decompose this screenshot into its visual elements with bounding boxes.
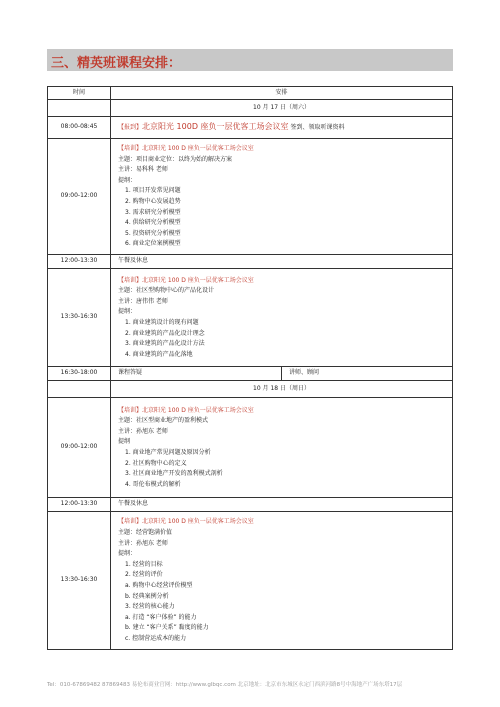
plan-cell [111,398,453,498]
time-cell: 12:00-13:30 [48,255,111,269]
table-row [48,139,453,255]
outline-item: 1. 经营的目标 [125,560,163,568]
table-row [48,255,453,269]
outline-item: 1. 商业建筑设计的现有问题 [125,319,199,326]
outline-item: 3. 社区商业地产开发的盈利模式剖析 [125,470,223,478]
table-header-row [48,87,453,100]
table-row [48,367,453,381]
date-row-day2 [48,381,453,398]
outline-item: 2. 购物中心发展趋势 [125,198,181,205]
session-topic: 主题：社区型购物中心的产品化设计 [118,287,215,295]
table-row [48,398,453,498]
outline-item: 2. 商业建筑的产品化设计理念 [125,329,205,337]
session-speaker: 主讲：孙旭东 老师 [118,539,168,547]
session-topic: 主题：项目商业定位：以终为始的解决方案 [118,155,233,163]
outline-item: 2. 社区购物中心的定义 [125,459,187,467]
time-cell: 16:30-18:00 [48,367,111,381]
outline-item: b. 经典案例分析 [125,592,169,600]
schedule-table [47,86,453,650]
outline-item: 4. 哥伦布模式的解析 [125,480,181,488]
venue-label: 北京阳光 100D 座负一层优客工场会议室 [142,121,289,131]
plan-cell [111,269,453,367]
session-venue: 【培训】北京阳光 100 D 座负一层优客工场会议室 [118,406,254,414]
session-topic: 主题：社区型商业地产的盈利模式 [118,417,209,425]
outline-item: 4. 供给研究分析模型 [125,219,181,227]
time-cell: 13:30-16:30 [48,512,111,650]
session-topic: 主题：经营饱满价值 [118,529,173,537]
session-outline-label: 提纲 [118,438,131,446]
outline-item: 2. 经营的评价 [125,571,163,579]
session-outline-label: 提纲： [118,308,137,316]
time-cell: 09:00-12:00 [48,398,111,498]
time-cell: 09:00-12:00 [48,139,111,255]
session-outline-label: 提纲： [118,550,137,558]
plan-cell [111,139,453,255]
outline-item: a. 打造 “客户体验” 的能力 [125,613,197,621]
session-venue: 【培训】北京阳光 100 D 座负一层优客工场会议室 [118,276,254,284]
date-day1: 10 月 17 日（周六） [111,100,453,117]
table-row [48,498,453,512]
plan-cell-secondary: 讲师、顾问 [282,367,453,381]
table-row [48,117,453,139]
outline-item: a. 购物中心经营评价模型 [125,582,193,589]
date-row-day1 [48,100,453,117]
note-label: 签到、领取听课资料 [290,123,345,131]
plan-cell: 课程答疑 [111,367,282,381]
outline-item: 3. 商业建筑的产品化设计方法 [125,340,205,348]
section-title: 三、精英班课程安排： [51,56,182,71]
outline-item: 1. 项目开发常见问题 [125,187,181,195]
header-plan: 安排 [111,87,453,100]
plan-cell [111,512,453,650]
table-row [48,269,453,367]
outline-item: b. 建立 “客户关系” 黏度的能力 [125,624,209,632]
time-cell: 13:30-16:30 [48,269,111,367]
session-speaker: 主讲：唐伟伟 老师 [118,297,168,305]
plan-cell: 午餐及休息 [111,498,453,512]
session-venue: 【培训】北京阳光 100 D 座负一层优客工场会议室 [118,145,254,153]
page-footer: Tel：010-67869482 87869483 易伦布商业官网：http://www.glbqc.com 北京地址：北京市东城区永定门西滨河路8号中海地产广场东塔17层 [47,682,403,688]
session-outline-label: 提纲： [118,176,137,184]
outline-item: 1. 商业地产常见问题及原因分析 [125,449,211,456]
date-day2: 10 月 18 日（周日） [111,381,453,398]
session-speaker: 主讲：孙旭东 老师 [118,427,168,435]
outline-item: 3. 需求研究分析模型 [125,208,181,216]
tag-label: 【报到】 [118,123,143,131]
session-speaker: 主讲：易科科 老师 [118,166,168,174]
time-cell: 08:00-08:45 [48,117,111,139]
table-row [48,512,453,650]
plan-cell: 午餐及休息 [111,255,453,269]
outline-item: 3. 经营的核心能力 [125,603,175,611]
outline-item: 6. 商业定位案例模型 [125,240,181,248]
outline-item: c. 控制营运成本的能力 [125,634,187,642]
header-time: 时间 [48,87,111,100]
outline-item: 4. 商业建筑的产品化落地 [125,350,193,358]
session-venue: 【培训】北京阳光 100 D 座负一层优客工场会议室 [118,518,254,526]
plan-cell [111,117,453,139]
time-cell: 12:00-13:30 [48,498,111,512]
outline-item: 5. 投资研究分析模型 [125,229,181,237]
section-title-bar [47,49,453,71]
